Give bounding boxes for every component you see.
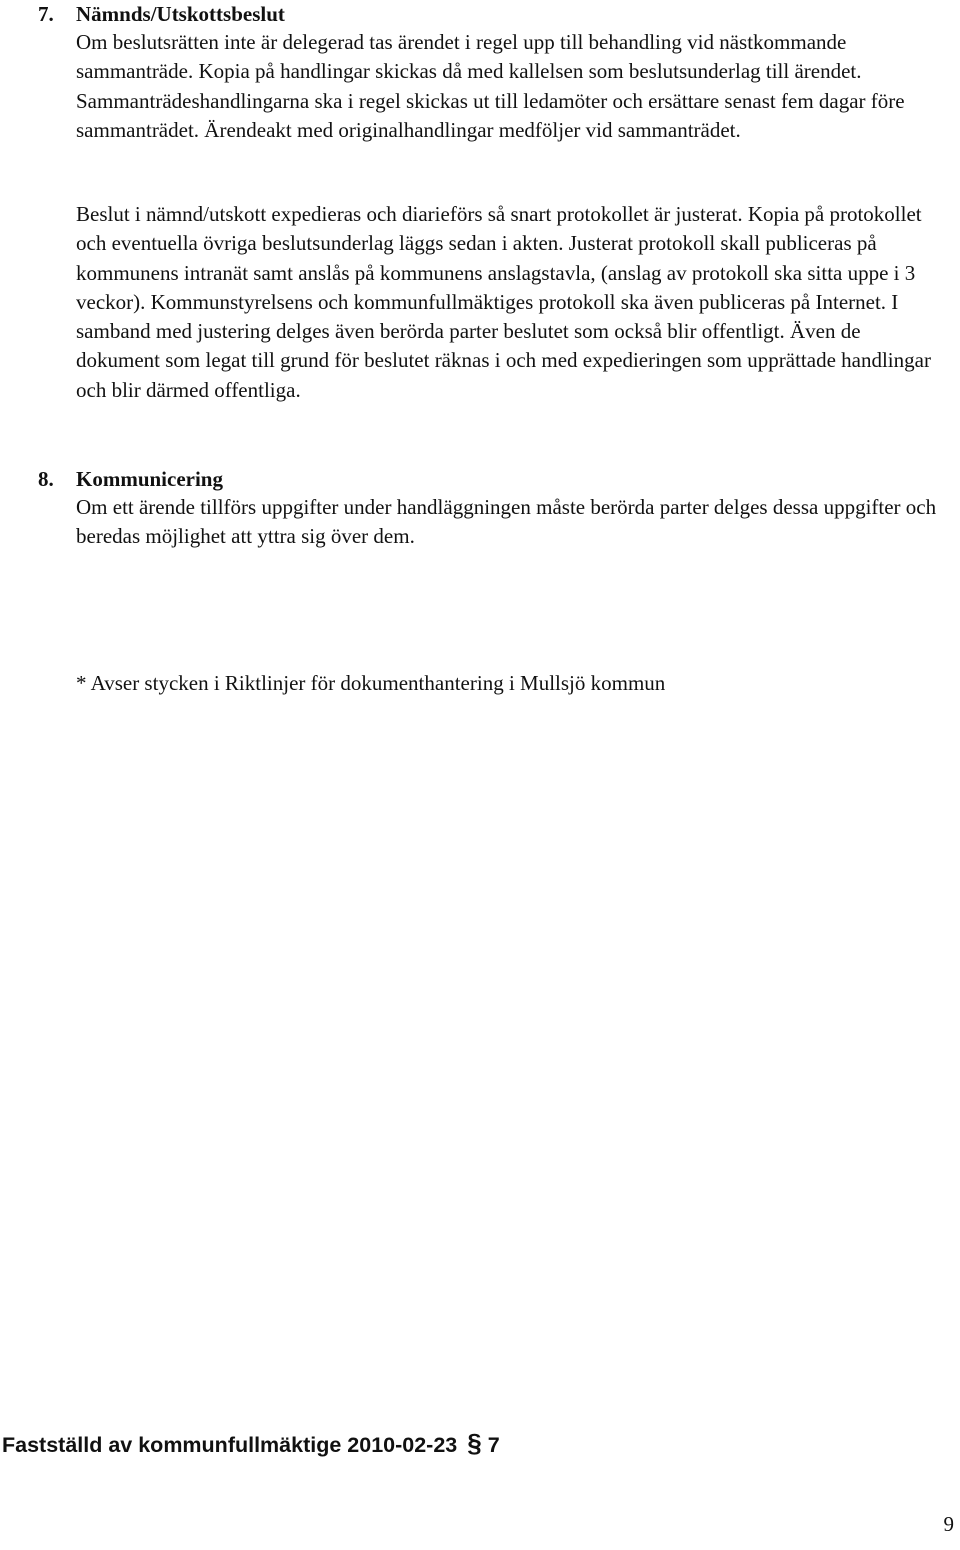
section-7-paragraph-1: Om beslutsrätten inte är delegerad tas ärendet i regel upp till behandling vid nästkommande sammanträde. Kopia på handlingar skickas då med kallelsen som beslutsunderlag till ärendet. Sammanträdeshandlingarna ska i regel skickas ut till ledamöter och ersättare senast fem dagar före sammanträdet. Ärendeakt med originalhandlingar medföljer vid sammanträdet. <box>76 30 905 142</box>
footer <box>2 1428 500 1460</box>
section-7-paragraph-2: Beslut i nämnd/utskott expedieras och diarieförs så snart protokollet är justerat. Kopia på protokollet och eventuella övriga beslutsunderlag läggs sedan i akten. Justerat protokoll skall publiceras på kommunens intranät samt anslås på kommunens anslagstavla, (anslag av protokoll ska sitta uppe i 3 veckor). Kommunstyrelsens och kommunfullmäktiges protokoll ska även publiceras på Internet. I samband med justering delges även berörda parter beslutet som också blir offentligt. Även de dokument som legat till grund för beslutet räknas i och med expedieringen som upprättade handlingar och blir därmed offentliga. <box>76 202 931 402</box>
section-sign: § <box>467 1428 482 1458</box>
section-7-number: 7. <box>38 2 54 26</box>
section-8-number: 8. <box>38 467 54 491</box>
footer-text: Fastställd av kommunfullmäktige 2010-02-23 <box>2 1433 458 1457</box>
section-7-title: Nämnds/Utskottsbeslut <box>76 2 285 26</box>
section-7-heading <box>38 0 285 28</box>
footnote: * Avser stycken i Riktlinjer för dokumenthantering i Mullsjö kommun <box>76 671 666 695</box>
section-8-title: Kommunicering <box>76 467 223 491</box>
footer-section-number: 7 <box>487 1433 500 1457</box>
section-8-heading <box>38 465 223 493</box>
section-8-paragraph-1: Om ett ärende tillförs uppgifter under handläggningen måste berörda parter delges dessa uppgifter och beredas möjlighet att yttra sig över dem. <box>76 495 937 549</box>
page-number: 9 <box>943 1512 954 1536</box>
